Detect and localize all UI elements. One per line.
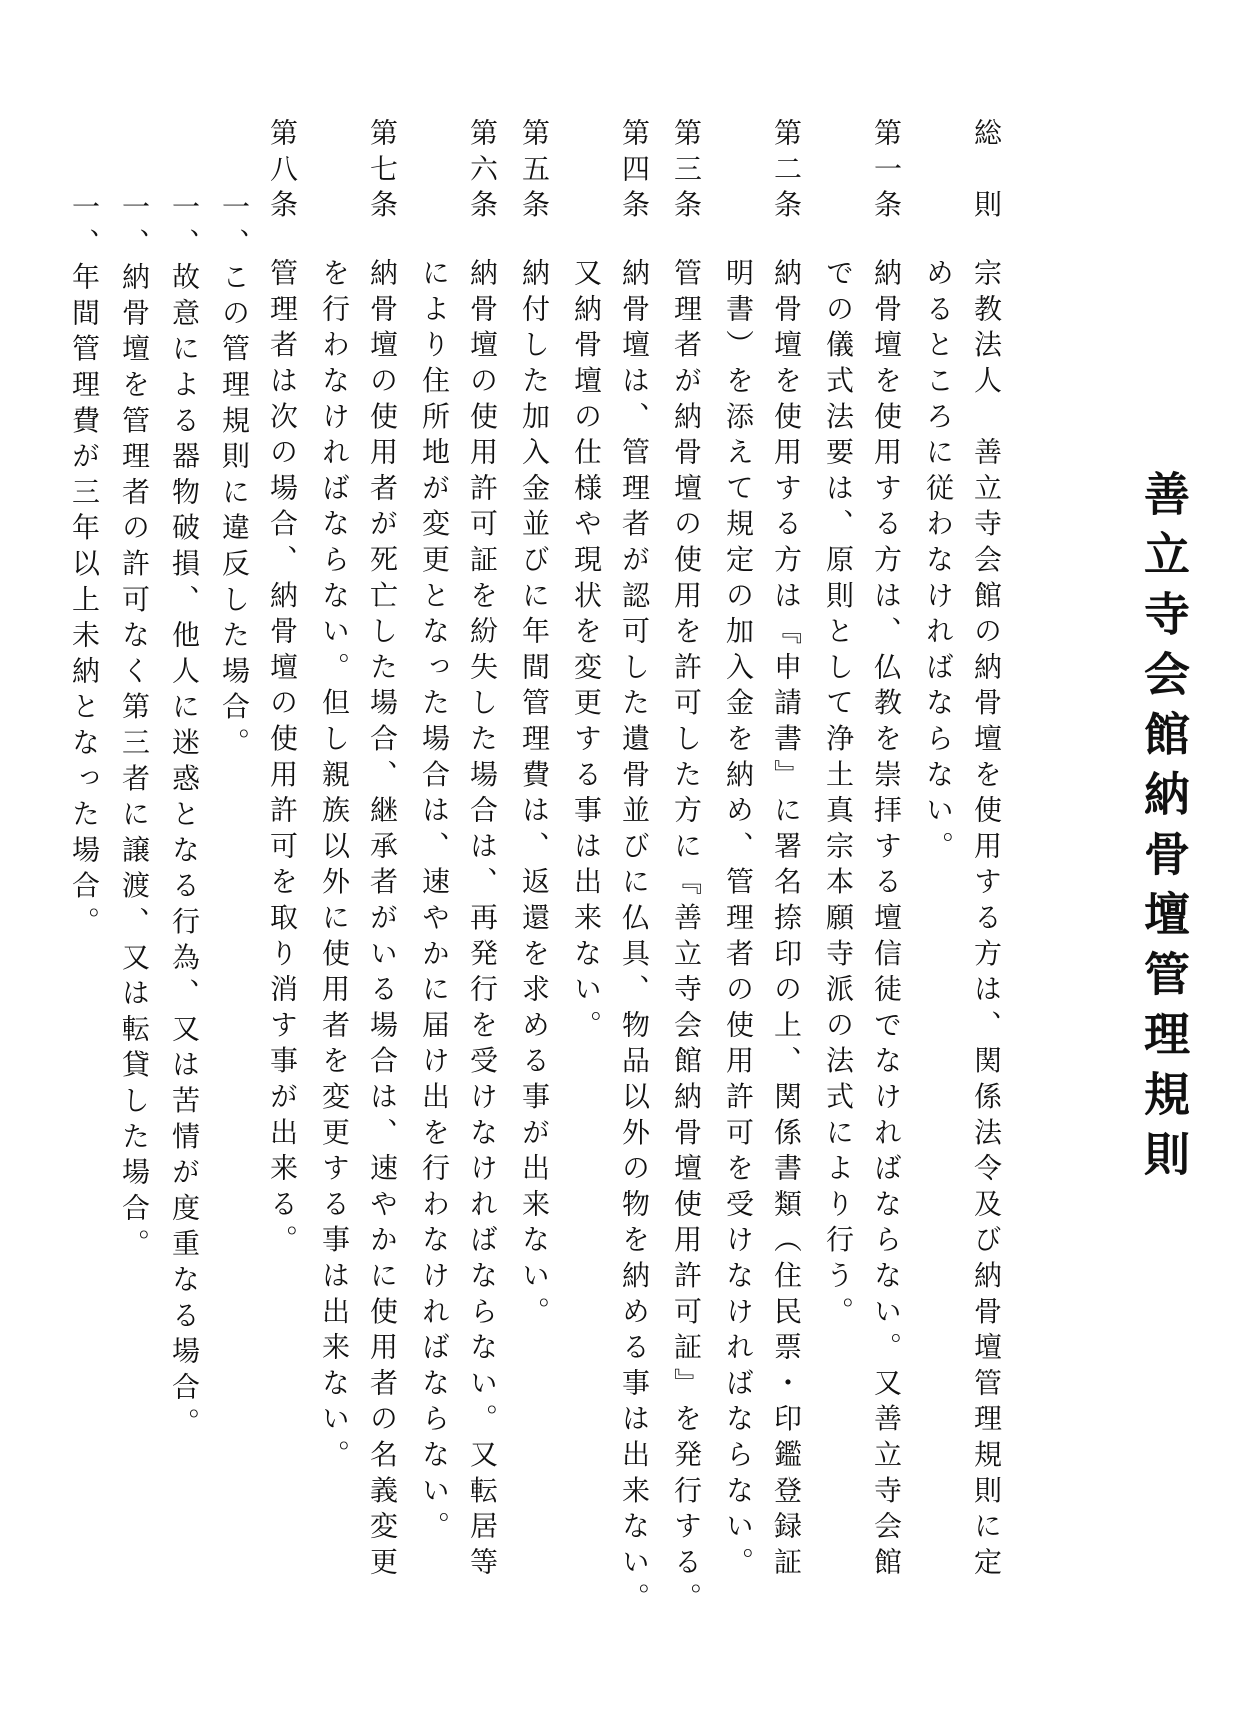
item-text: この管理規則に違反した場合。: [218, 262, 251, 764]
article-text: 納骨壇は、管理者が認可した遺骨並びに仏具、物品以外の物を納める事は出来ない。: [618, 258, 651, 1619]
article-text: を行わなければならない。但し親族以外に使用者を変更する事は出来ない。: [318, 258, 351, 1476]
article-text: 管理者が納骨壇の使用を許可した方に『善立寺会館納骨壇使用許可証』を発行する。: [670, 258, 703, 1619]
list-item: [114, 192, 154, 1264]
article-label: 第三条: [670, 118, 703, 226]
article-text: での儀式法要は、原則として浄土真宗本願寺派の法式により行う。: [822, 258, 855, 1332]
article-text: 明書）を添えて規定の加入金を納め、管理者の使用許可を受けなければならない。: [722, 258, 755, 1583]
article-label: 第四条: [618, 118, 651, 226]
article-label: 第一条: [870, 118, 903, 226]
article-text: 納骨壇の使用許可証を紛失した場合は、再発行を受けなければならない。又転居等: [466, 258, 499, 1583]
article-text: 又納骨壇の仕様や現状を変更する事は出来ない。: [570, 258, 603, 1046]
column-article-8: [262, 118, 302, 1260]
article-label: 総 則: [970, 118, 1003, 226]
article-label: 第二条: [770, 118, 803, 226]
column-article-1: [866, 118, 906, 1583]
column-article-1-cont: [818, 118, 858, 1332]
document-title: 善立寺会館納骨壇管理規則: [1137, 470, 1191, 1190]
column-article-5: [514, 118, 554, 1332]
item-text: 年間管理費が三年以上未納となった場合。: [68, 262, 101, 943]
column-article-2-cont: [718, 118, 758, 1583]
list-item: [164, 192, 204, 1443]
article-label: 第八条: [266, 118, 299, 226]
article-text: 管理者は次の場合、納骨壇の使用許可を取り消す事が出来る。: [266, 258, 299, 1261]
column-article-3: [666, 118, 706, 1618]
article-label: 第五条: [518, 118, 551, 226]
item-text: 納骨壇を管理者の許可なく第三者に譲渡、又は転貸した場合。: [118, 262, 151, 1265]
column-article-6: [462, 118, 502, 1583]
article-text: により住所地が変更となった場合は、速やかに届け出を行わなければならない。: [418, 258, 451, 1547]
column-general-cont: [918, 118, 958, 867]
article-text: 宗教法人 善立寺会館の納骨壇を使用する方は、関係法令及び納骨壇管理規則に定: [970, 258, 1003, 1583]
column-article-4: [614, 118, 654, 1618]
item-mark: 一、: [68, 192, 101, 264]
column-article-7-cont: [314, 118, 354, 1475]
article-text: めるところに従わなければならない。: [922, 258, 955, 867]
article-text: 納骨壇の使用者が死亡した場合、継承者がいる場合は、速やかに使用者の名義変更: [366, 258, 399, 1583]
column-general: [966, 118, 1006, 1583]
item-text: 故意による器物破損、他人に迷惑となる行為、又は苦情が度重なる場合。: [168, 262, 201, 1444]
column-article-7: [362, 118, 402, 1583]
article-text: 納骨壇を使用する方は、仏教を崇拝する壇信徒でなければならない。又善立寺会館: [870, 258, 903, 1583]
list-item: [64, 192, 104, 942]
column-article-2: [766, 118, 806, 1583]
item-mark: 一、: [118, 192, 151, 264]
item-mark: 一、: [168, 192, 201, 264]
article-text: 納付した加入金並びに年間管理費は、返還を求める事が出来ない。: [518, 258, 551, 1332]
column-article-4-cont: [566, 118, 606, 1046]
article-text: 納骨壇を使用する方は『申請書』に署名捺印の上、関係書類（住民票・印鑑登録証: [770, 258, 803, 1583]
item-mark: 一、: [218, 192, 251, 264]
article-label: 第七条: [366, 118, 399, 226]
list-item: [214, 192, 254, 763]
column-article-6-cont: [414, 118, 454, 1547]
article-label: 第六条: [466, 118, 499, 226]
